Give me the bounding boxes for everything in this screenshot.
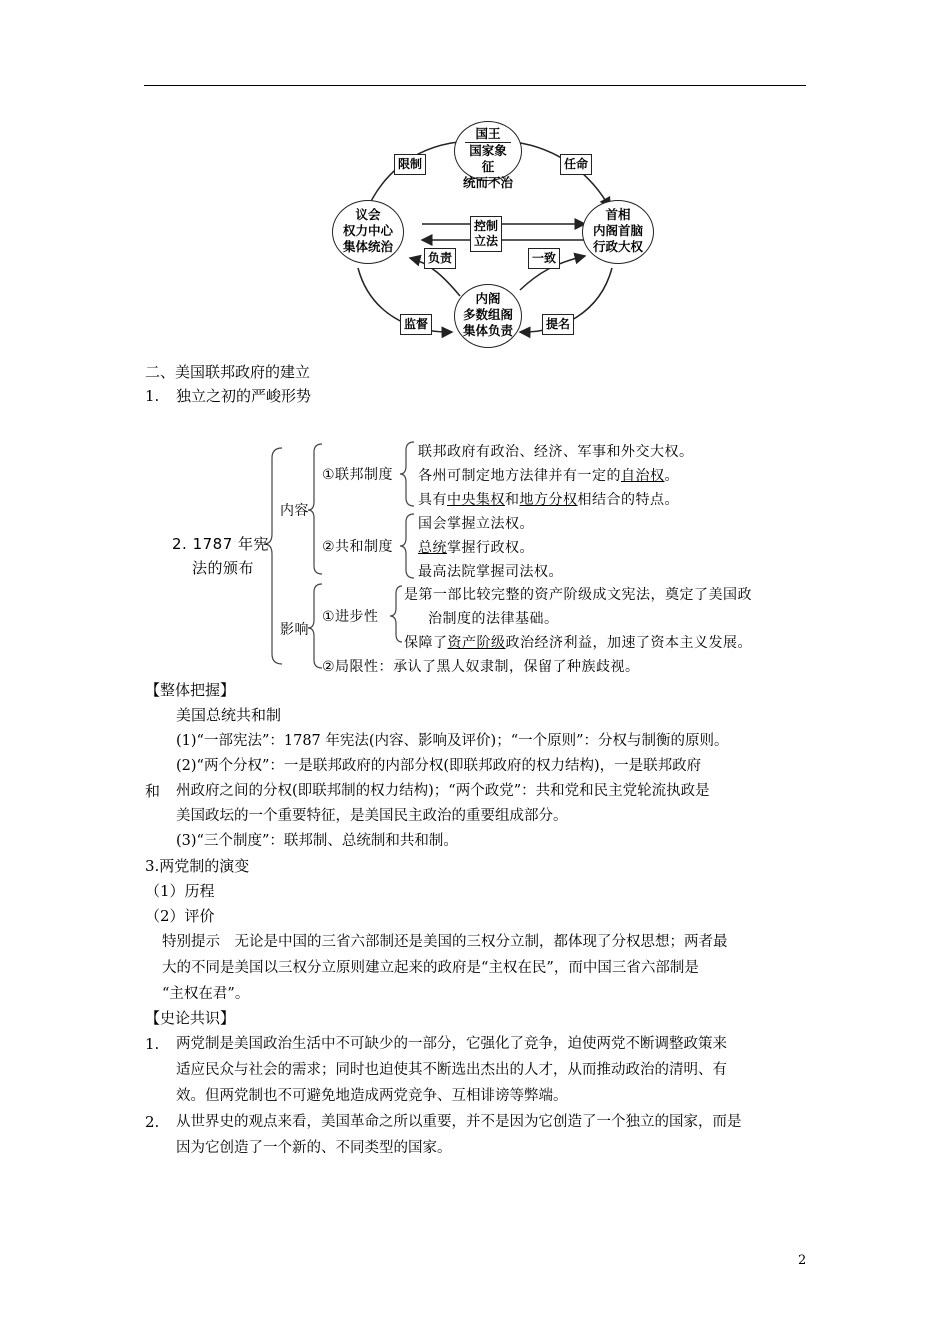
node-king-line1: 国家象征	[465, 142, 511, 175]
mindmap-content-label: 内容	[280, 503, 309, 519]
node-parliament-title: 议会	[355, 207, 381, 222]
federal-item3-b: 中央集权	[447, 492, 505, 508]
mindmap-impact-label: 影响	[280, 622, 309, 638]
page-number: 2	[798, 1253, 807, 1268]
node-pm-line1: 内阁首脑	[592, 223, 643, 238]
british-system-diagram	[330, 118, 643, 348]
overall-p2-line1: (2)“两个分权”：一是联邦政府的内部分权(即联邦政府的权力结构)，一是联邦政府	[176, 758, 702, 774]
federal-item2-text: 各州可制定地方法律并有一定的	[418, 468, 621, 484]
mindmap-federal-item3	[418, 489, 679, 509]
node-pm-line2: 行政大权	[592, 239, 643, 254]
federal-item3-c: 和	[505, 492, 520, 508]
section3-tip-line2: 大的不同是美国以三权分立原则建立起来的政府是“主权在民”，而中国三省六部制是	[162, 960, 699, 976]
node-cabinet-line1: 多数组阁	[462, 307, 513, 322]
federal-item3-a: 具有	[418, 492, 447, 508]
header-rule	[144, 85, 806, 86]
overall-heading: 【整体把握】	[145, 681, 236, 699]
section3-item2: （2）评价	[145, 907, 215, 925]
section2-item1-text: 独立之初的严峻形势	[176, 387, 312, 405]
overall-p2-line2: 州政府之间的分权(即联邦制的权力结构)；“两个政党”：共和党和民主党轮流执政是	[176, 783, 710, 799]
node-parliament-line1: 权力中心	[342, 223, 393, 238]
node-parliament	[332, 200, 404, 264]
label-control: 控制	[474, 219, 499, 233]
consensus-item1-line1: 两党制是美国政治生活中不可缺少的一部分，它强化了竞争，迫使两党不断调整政策来	[176, 1036, 727, 1052]
mindmap-republic-item1: 国会掌握立法权。	[418, 516, 534, 532]
consensus-item1-line2: 适应民众与社会的需求；同时也迫使其不断选出杰出的人才，从而推动政治的清明、有	[176, 1062, 727, 1078]
overall-subheading: 美国总统共和制	[176, 706, 282, 724]
federal-item2-end: 。	[664, 468, 679, 484]
overall-p3: (3)“三个制度”：联邦制、总统制和共和制。	[176, 833, 458, 849]
mindmap-root-line2: 法的颁布	[192, 559, 255, 577]
node-cabinet-title: 内阁	[475, 291, 501, 306]
label-nominate: 提名	[542, 314, 574, 335]
mindmap-limit-label: ②局限性：	[322, 659, 394, 675]
label-restrict: 限制	[394, 154, 426, 175]
section3-heading: 3.两党制的演变	[145, 857, 250, 875]
overall-p2-and: 和	[145, 782, 161, 800]
republic-item2-keyword: 总统	[418, 540, 447, 556]
overall-p1: (1)“一部宪法”：1787 年宪法(内容、影响及评价)；“一个原则”：分权与制衡的原则。	[176, 733, 729, 749]
section3-tip-line1: 特别提示 无论是中国的三省六部制还是美国的三权分立制，都体现了分权思想；两者最	[162, 934, 728, 950]
section3-tip-line3: “主权在君”。	[162, 986, 250, 1002]
consensus-heading: 【史论共识】	[145, 1009, 236, 1027]
progress-item3-a: 保障了	[404, 635, 448, 651]
node-pm	[582, 200, 654, 264]
node-parliament-line2: 集体统治	[342, 239, 393, 254]
consensus-item2-line2: 因为它创造了一个新的、不同类型的国家。	[176, 1140, 452, 1156]
mindmap-progress-item1: 是第一部比较完整的资产阶级成文宪法，奠定了美国政	[404, 587, 752, 603]
mindmap-republic-label: ②共和制度	[322, 539, 394, 555]
consensus-item1-num: 1.	[145, 1035, 160, 1053]
label-appoint: 任命	[560, 154, 592, 175]
section2-item1-num: 1.	[145, 387, 160, 405]
consensus-item2-num: 2.	[145, 1113, 160, 1131]
node-king-title: 国王	[475, 126, 501, 141]
mindmap-progress-label: ①进步性	[322, 609, 379, 625]
consensus-item2-line1: 从世界史的观点来看，美国革命之所以重要，并不是因为它创造了一个独立的国家，而是	[176, 1114, 742, 1130]
node-king	[454, 121, 522, 190]
mindmap-limit	[322, 656, 640, 676]
section2-heading: 二、美国联邦政府的建立	[145, 363, 311, 381]
label-responsible: 负责	[424, 248, 456, 269]
federal-item2-keyword: 自治权	[621, 468, 665, 484]
mindmap-progress-item3	[404, 632, 752, 652]
progress-item3-c: 政治经济利益，加速了资本主义发展。	[505, 635, 752, 651]
overall-p2-line3: 美国政坛的一个重要特征，是美国民主政治的重要组成部分。	[176, 808, 568, 824]
label-legislate: 立法	[474, 234, 499, 248]
constitution-mindmap	[160, 436, 810, 676]
republic-item2-text: 掌握行政权。	[447, 540, 534, 556]
node-cabinet	[454, 284, 522, 348]
mindmap-republic-item2	[418, 537, 534, 557]
mindmap-root-line1: 2. 1787 年宪	[172, 535, 270, 553]
mindmap-federal-item1: 联邦政府有政治、经济、军事和外交大权。	[418, 444, 694, 460]
federal-item3-e: 相结合的特点。	[577, 492, 679, 508]
consensus-item1-line3: 效。但两党制也不可避免地造成两党竞争、互相诽谤等弊端。	[176, 1088, 568, 1104]
node-pm-title: 首相	[605, 207, 631, 222]
node-king-line2: 统而不治	[462, 175, 513, 190]
node-cabinet-line2: 集体负责	[462, 323, 513, 338]
label-consistent: 一致	[528, 248, 560, 269]
mindmap-federal-item2	[418, 465, 679, 485]
mindmap-progress-item2: 治制度的法律基础。	[428, 611, 559, 627]
mindmap-republic-item3: 最高法院掌握司法权。	[418, 564, 563, 580]
mindmap-limit-text: 承认了黑人奴隶制，保留了种族歧视。	[393, 659, 640, 675]
label-supervise: 监督	[400, 314, 432, 335]
progress-item3-keyword: 资产阶级	[447, 635, 506, 651]
label-control-legislate	[470, 216, 502, 252]
mindmap-federal-label: ①联邦制度	[322, 467, 394, 483]
federal-item3-d: 地方分权	[519, 492, 578, 508]
section3-item1: （1）历程	[145, 882, 215, 900]
